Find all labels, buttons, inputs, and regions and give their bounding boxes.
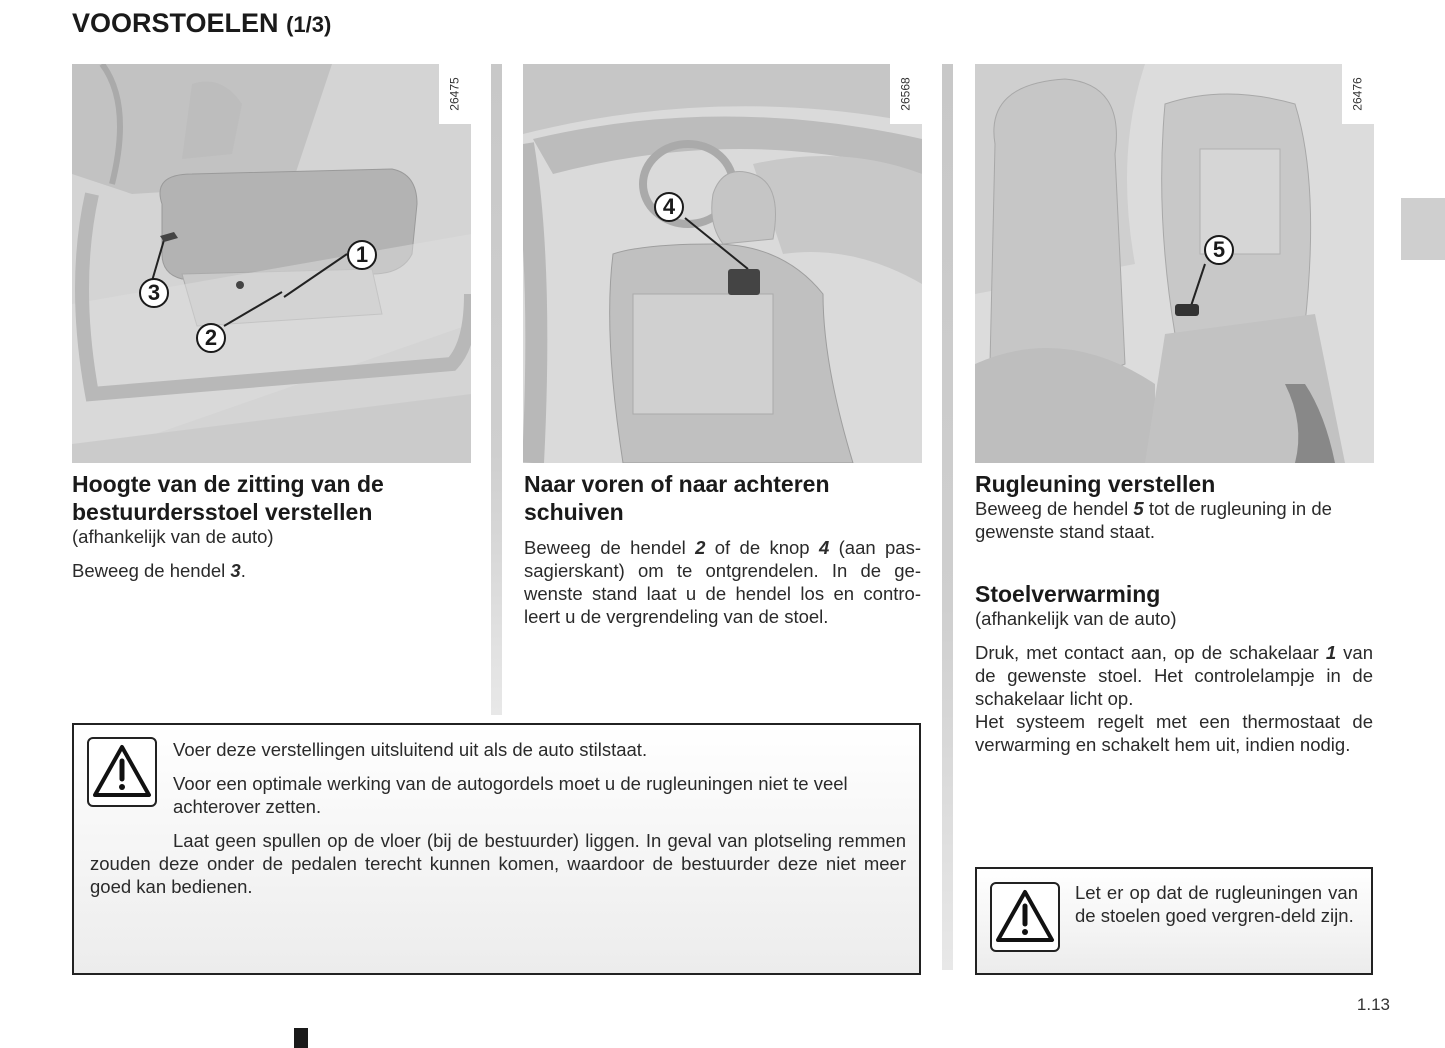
body-seat-height: Beweeg de hendel 3. xyxy=(72,560,246,581)
page-title xyxy=(72,8,331,39)
warning-icon xyxy=(990,882,1060,952)
warning-line-1: Voer deze verstellingen uitsluitend uit als de auto stilstaat. xyxy=(173,739,648,760)
warning-line-3: Laat geen spullen op de vloer (bij de bestuurder) liggen. In geval van plotseling remmen zouden deze onder de pedalen terecht kunnen komen, waardoor de bestuurder deze niet meer goed kan bedienen. xyxy=(90,830,906,897)
body-seat-heating: Druk, met contact aan, op de schakelaar 1 van de gewenste stoel. Het controlelampje in de schakelaar licht op. Het systeem regelt met een thermostaat de verwarming en schakelt hem uit, indien nodig. xyxy=(975,642,1374,755)
callout-4: 4 xyxy=(654,192,684,222)
heading-backrest: Rugleuning verstellen xyxy=(975,471,1216,497)
callout-2: 2 xyxy=(196,323,226,353)
note-vehicle-dependent-2: (afhankelijk van de auto) xyxy=(975,608,1177,629)
figure-seat-slide xyxy=(523,64,922,463)
page-marker xyxy=(294,1028,308,1048)
callout-3: 3 xyxy=(139,278,169,308)
title-part: (1/3) xyxy=(286,12,332,37)
heading-seat-height: Hoogte van de zitting van de bestuurdersstoel verstellen xyxy=(72,471,384,525)
figure-code: 26568 xyxy=(890,64,922,124)
title-main: VOORSTOELEN xyxy=(72,8,279,38)
callout-1: 1 xyxy=(347,240,377,270)
warning-backrest-text: Let er op dat de rugleuningen van de stoelen goed vergren-deld zijn. xyxy=(1075,882,1358,926)
column-divider-2 xyxy=(942,64,953,970)
lever-ref-3: 3 xyxy=(230,560,241,581)
body-seat-slide: Beweeg de hendel 2 of de knop 4 (aan pas-sagierskant) om te ontgrendelen. In de ge-wenste stand laat u de hendel los en contro-leert u de vergrendeling van de stoel. xyxy=(524,537,922,627)
figure-code: 26476 xyxy=(1342,64,1374,124)
warning-box-main xyxy=(72,723,921,975)
callout-5: 5 xyxy=(1204,235,1234,265)
figure-seat-height xyxy=(72,64,471,463)
heading-seat-slide: Naar voren of naar achteren schuiven xyxy=(524,471,830,525)
figure-backrest xyxy=(975,64,1374,463)
column-divider-1 xyxy=(491,64,502,715)
body-backrest: Beweeg de hendel 5 tot de rugleuning in de gewenste stand staat. xyxy=(975,498,1332,542)
warning-line-2: Voor een optimale werking van de autogordels moet u de rugleuningen niet te veel achterover zetten. xyxy=(173,773,848,817)
figure-code: 26475 xyxy=(439,64,471,124)
warning-box-backrest xyxy=(975,867,1373,975)
heading-seat-heating: Stoelverwarming xyxy=(975,581,1161,607)
page-number: 1.13 xyxy=(1356,995,1390,1014)
note-vehicle-dependent: (afhankelijk van de auto) xyxy=(72,526,274,547)
warning-icon xyxy=(87,737,157,807)
section-tab xyxy=(1401,198,1445,260)
